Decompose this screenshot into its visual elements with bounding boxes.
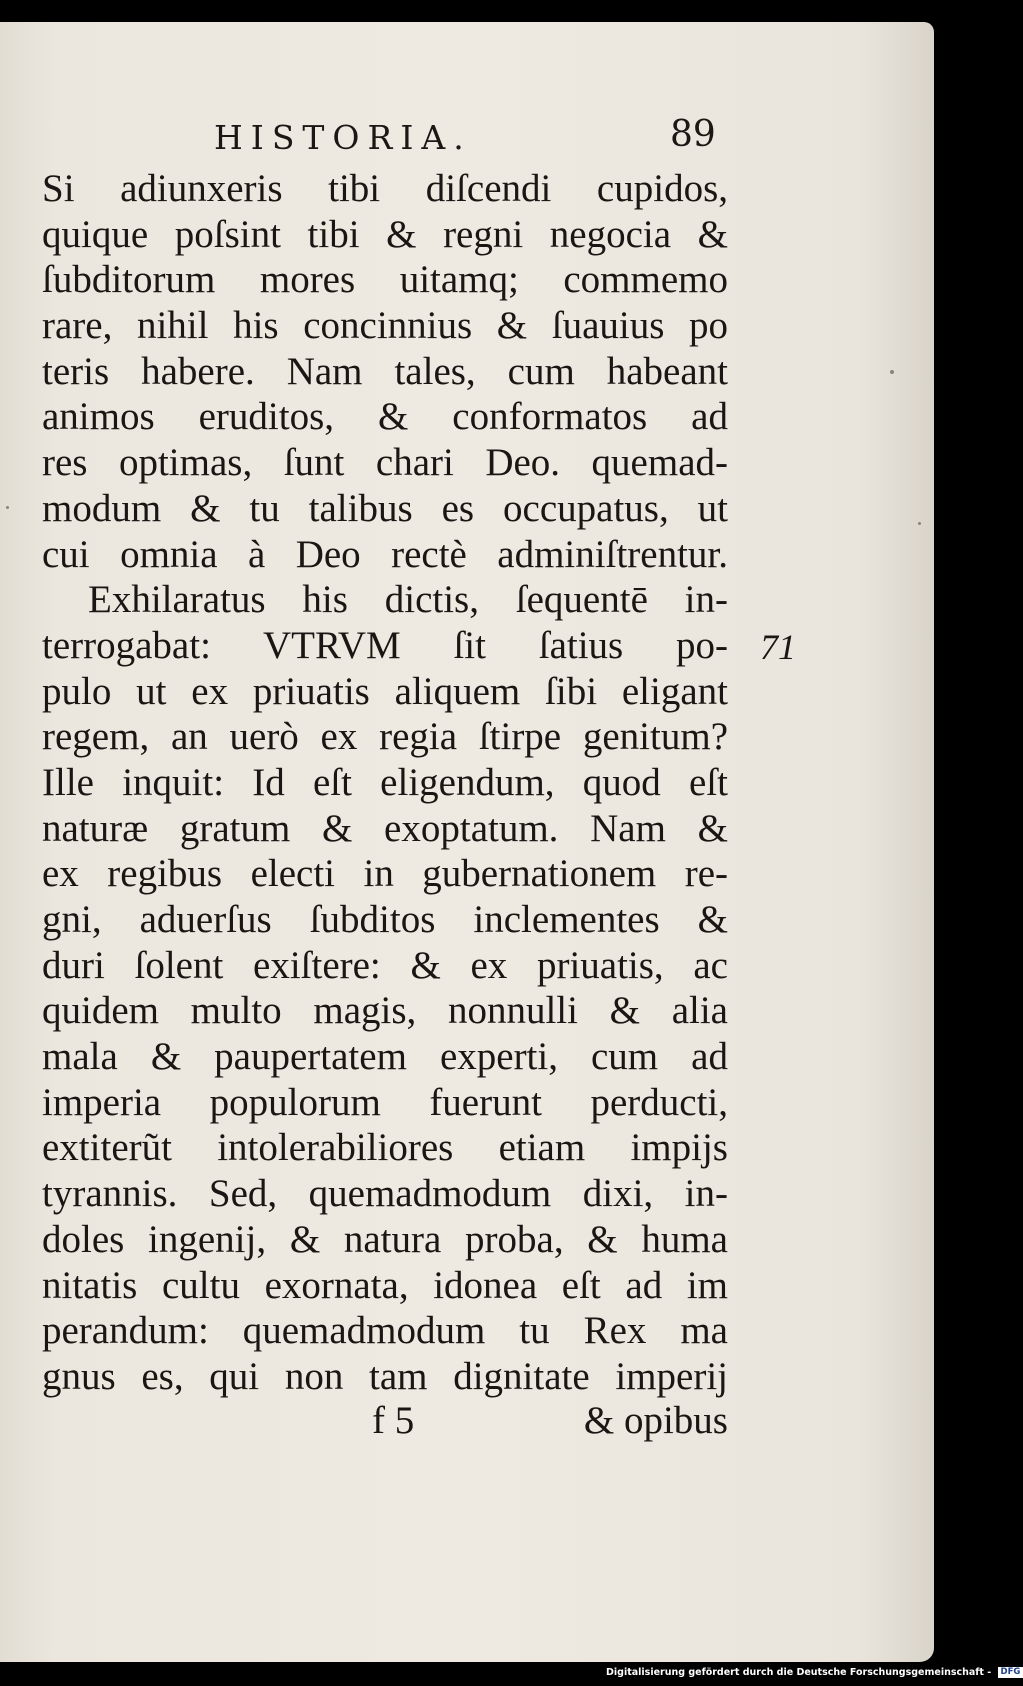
text-line: ſubditorum mores uitamq; commemo	[42, 258, 728, 302]
running-head	[214, 114, 714, 164]
text-line: rare, nihil his concinnius & ſuauius po	[42, 304, 728, 348]
book-page	[0, 22, 934, 1662]
text-line: perandum: quemadmodum tu Rex ma	[42, 1309, 728, 1353]
body-text	[42, 166, 728, 1400]
text-line: doles ingenij, & natura proba, & huma	[42, 1217, 728, 1261]
text-line: Si adiunxeris tibi diſcendi cupidos,	[42, 167, 728, 210]
text-line: extiterũt intolerabiliores etiam impijs	[42, 1126, 728, 1170]
text-line: gnus es, qui non tam dignitate imperij	[42, 1354, 728, 1398]
text-line: naturæ gratum & exoptatum. Nam &	[42, 806, 728, 850]
text-line: res optimas, ſunt chari Deo. quemad-	[42, 441, 728, 485]
dfg-logo: DFG	[998, 1667, 1023, 1678]
text-line: quique poſsint tibi & regni negocia &	[42, 212, 728, 256]
page-number: 89	[670, 114, 716, 155]
text-line: duri ſolent exiſtere: & ex priuatis, ac	[42, 943, 728, 987]
text-line: terrogabat: VTRVM ſit ſatius po-	[42, 623, 728, 667]
text-line: teris habere. Nam tales, cum habeant	[42, 349, 728, 393]
text-line: imperia populorum fuerunt perducti,	[42, 1080, 728, 1124]
text-line: gni, aduerſus ſubditos inclementes &	[42, 898, 728, 941]
paper-speck	[890, 370, 894, 374]
text-line: quidem multo magis, nonnulli & alia	[42, 989, 728, 1033]
text-line: mala & paupertatem experti, cum ad	[42, 1035, 728, 1079]
text-line: cui omnia à Deo rectè adminiſtrentur.	[42, 532, 728, 576]
paper-speck	[6, 506, 9, 509]
page-footer	[372, 1398, 728, 1446]
catchword: & opibus	[583, 1399, 728, 1442]
running-head-title: HISTORIA.	[214, 118, 472, 157]
text-line: ex regibus electi in gubernationem re-	[42, 852, 728, 896]
text-line: tyrannis. Sed, quemadmodum dixi, in-	[42, 1172, 728, 1216]
credit-text: Digitalisierung gefördert durch die Deutsche Forschungsgemeinschaft -	[606, 1667, 992, 1678]
text-line: Ille inquit: Id eſt eligendum, quod eſt	[42, 760, 728, 804]
text-line: regem, an uerò ex regia ſtirpe genitum?	[42, 715, 728, 759]
text-line: nitatis cultu exornata, idonea eſt ad im	[42, 1263, 728, 1307]
text-line: pulo ut ex priuatis aliquem ſibi eligant	[42, 669, 728, 713]
text-line: animos eruditos, & conformatos ad	[42, 395, 728, 439]
digitization-credit	[606, 1667, 1021, 1683]
text-line-paragraph-start: Exhilaratus his dictis, ſequentē in-	[88, 578, 728, 622]
margin-note-number: 71	[760, 627, 796, 667]
paper-speck	[918, 522, 921, 525]
signature-mark: f 5	[372, 1399, 415, 1442]
text-line: modum & tu talibus es occupatus, ut	[42, 486, 728, 530]
